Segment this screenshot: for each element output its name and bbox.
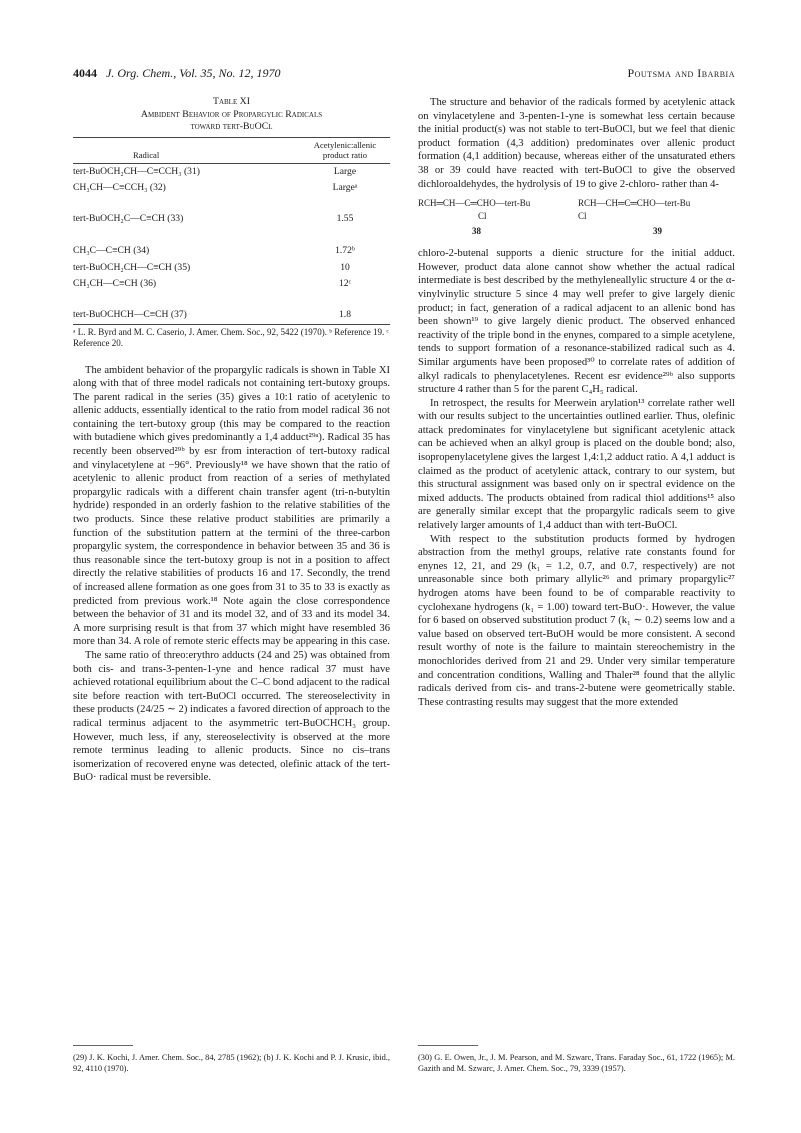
paragraph: chloro-2-butenal supports a dienic structure for the initial adduct. However, product data alone cannot show whether the actual radical intermediate is best described by the methyleneallylic structure 4 or the α-vinylvinylic structure 5 since 4 may well prefer to give largely dienic product; in fact, generation of a radical adjacent to an allenic bond has been shown¹⁹ to give largely dienic product. The observed enhanced reactivity of the triple bond in the enynes, compared to a simple acetylene, tends to support formation of a resonance-stabilized radical such as 4. Similar arguments have been proposed³⁰ to correlate rates of addition of alkyl radicals to phenylacetylenes. Recent esr evidence²⁹ᵇ also supports structure 4 rather than 5 for the parent C₄H₅ radical. xyxy=(418,248,735,396)
table-row xyxy=(73,180,390,196)
radical-cell: CH₃CH—C≡CH (36) xyxy=(73,277,157,289)
radical-cell: tert-BuOCH₂C—C≡CH (33) xyxy=(73,212,184,224)
table-row xyxy=(73,163,390,180)
col-header-radical: Radical xyxy=(133,149,160,160)
radical-table xyxy=(73,137,390,324)
footnote-rule-right xyxy=(418,1045,478,1046)
page-number: 4044 xyxy=(73,66,97,80)
structure-38-substituent: Cl xyxy=(478,211,487,222)
table-number: Table XI xyxy=(212,96,251,107)
footnote-29: (29) J. K. Kochi, J. Amer. Chem. Soc., 84, 2785 (1962); (b) J. K. Kochi and P. J. Krusic, ibid., 92, 4110 (1970). xyxy=(73,1053,390,1073)
radical-cell: tert-BuOCH₂CH—C≡CCH₃ (31) xyxy=(73,165,200,177)
paragraph: The structure and behavior of the radicals formed by acetylenic attack on vinylacetylene and 3-penten-1-yne is somewhat less certain because the initial product(s) was not stable to tert-BuOCl, but we feel that dienic product formation (4,3 addition) predominates over allenic product formation (4,1 addition) because, whereas either of the unsaturated ethers 38 or 39 could have reacted with tert-BuOCl to give the observed dichloroaldehydes, the hydrolysis of 19 to give 2-chloro- rather than 4- xyxy=(418,97,735,190)
structure-38: RCH═CH—C═CHO—tert-Bu xyxy=(418,198,531,209)
ratio-cell: Largeᵃ xyxy=(332,181,358,193)
paragraph: With respect to the substitution products formed by hydrogen abstraction from the methyl groups, relative rate constants found for enynes 12, 21, and 29 (k₁ = 1.2, 0.7, and 0.7, respectively) are not unreasonable since both primary allylic²⁶ and primary propargylic²⁷ hydrogen atoms have been found to be of comparable reactivity to cyclohexane hydrogens (k₁ = 1.00) toward tert-BuO·. However, the value for 6 based on observed substitution product 7 (k₁ ∼ 0.2) seems low and a value based on observed tert-BuOH would be more consistent. A second result worthy of note is the failure to maintain stereochemistry in the monochlorides derived from 21 and 29. Under very similar temperature and concentration conditions, Walling and Thaler²⁸ found that the allylic radicals derived from cis- and trans-2-butene were geometrically stable. These contrasting results may suggest that the more extended xyxy=(418,533,735,708)
ratio-cell: 12ᶜ xyxy=(338,277,352,289)
structure-39-substituent: Cl xyxy=(578,211,587,222)
table-footnote: ᵃ L. R. Byrd and M. C. Caserio, J. Amer. Chem. Soc., 92, 5422 (1970). ᵇ Reference 19. ᶜ Reference 20. xyxy=(73,326,389,348)
table-row xyxy=(73,228,390,260)
footnote-30: (30) G. E. Owen, Jr., J. M. Pearson, and M. Szwarc, Trans. Faraday Soc., 61, 1722 (1965); M. Gazith and M. Szwarc, J. Amer. Chem. Soc., 79, 3339 (1957). xyxy=(418,1053,735,1073)
journal-citation: J. Org. Chem., Vol. 35, No. 12, 1970 xyxy=(106,66,281,80)
table-title-line1: Ambident Behavior of Propargylic Radicals xyxy=(140,108,323,120)
paragraph: In retrospect, the results for Meerwein arylation¹³ correlate rather well with our results subject to the uncertainties outlined earlier. Thus, olefinic attack predominates for vinylacetylene but significant acetylenic attack can be achieved when an alkyl group is placed on the double bond; also, isopropenylacetylene gives the largest 1,4:1,2 adduct ratio. A 4,1 adduct is claimed as the product of acetylenic attack, contrary to our system, but this structural assignment was based only on ir spectral evidence on the mixed adducts. The products obtained from radical thiol additions¹⁵ also are generally similar except that the propargylic radicals seem to give relatively larger amounts of 1,4 adduct than with tert-BuOCl. xyxy=(418,397,735,532)
paragraph: The ambident behavior of the propargylic radicals is shown in Table XI along with that of three model radicals not containing tert-butoxy groups. The parent radical in the series (35) gives a 10:1 ratio of acetylenic to allenic adducts, essentially identical to the ratio from model radical 36 not containing the tert-butoxy group (this may be compared to the reaction with butadiene which gives predominantly a 1,4 adduct²⁹ᵃ). Radical 35 has recently been observed²⁹ᵇ by esr from interaction of tert-butoxy radical and vinylacetylene at −96°. Previously¹⁸ we have shown that the ratio of acetylenic to allenic product from reaction of a series of methylated propargylic radicals with a different chain transfer agent (tri-n-butyltin hydride) responded in an orderly fashion to the relative stabilities of the two products. Since these relative product stabilities are primarily a function of the substitution pattern at the termini of the three-carbon propargylic system, the correspondence in behavior between 35 and 36 is thus reasonable since the tert-butoxy group is not in a position to affect directly the relative stabilities of products 16 and 17. Secondly, the trend of increased allene formation as one goes from 31 to 35 to 33 is exactly as predicted from previous work.¹⁸ Note again the close correspondence between the behavior of 31 and its model 32, and of 33 and its model 34. A more surprising result is that from 37 which might have resembled 36 more than 34. A role of remote steric effects may be appearing in this case. xyxy=(73,364,390,648)
table-row xyxy=(73,276,390,292)
radical-cell: CH₃CH—C≡CCH₃ (32) xyxy=(73,181,166,193)
structure-39: RCH—CH═C═CHO—tert-Bu xyxy=(578,198,691,209)
radical-cell: CH₃C—C≡CH (34) xyxy=(73,244,150,256)
structures-38-39 xyxy=(418,195,735,241)
running-authors: Poutsma and Ibarbia xyxy=(627,66,735,80)
ratio-cell: 1.55 xyxy=(336,212,354,224)
col-header-ratio: Acetylenic:allenic product ratio xyxy=(313,139,377,160)
ratio-cell: 1.72ᵇ xyxy=(335,244,355,256)
ratio-cell: 1.8 xyxy=(339,308,351,320)
left-column xyxy=(73,96,390,785)
footnote-rule-left xyxy=(73,1045,133,1046)
table-row xyxy=(73,196,390,228)
radical-cell: tert-BuOCH₂CH—C≡CH (35) xyxy=(73,261,191,273)
ratio-cell: 10 xyxy=(340,261,350,273)
ratio-cell: Large xyxy=(333,165,357,177)
table-title-line2: toward tert-BuOCl xyxy=(190,121,273,132)
right-column xyxy=(418,96,735,709)
table-row xyxy=(73,260,390,276)
table-row xyxy=(73,292,390,324)
structure-38-label: 38 xyxy=(472,226,481,237)
paragraph: The same ratio of threo:erythro adducts (24 and 25) was obtained from both cis- and trans-3-penten-1-yne and hence radical 37 must have achieved rotational equilibrium about the C–C bond adjacent to the radical site before reaction with tert-BuOCl occurred. The stereoselectivity in these products (24/25 ∼ 2) indicates a favored direction of approach to the radical terminus adjacent to the asymmetric tert-BuOCHCH₃ group. However, much less, if any, stereoselectivity is observed at the more remote terminus leading to allenic products. Since no cis–trans isomerization of recovered enyne was detected, olefinic attack of the tert-BuO· radical must be reversible. xyxy=(73,649,390,784)
header-left xyxy=(73,66,281,81)
page-header xyxy=(73,66,735,82)
radical-cell: tert-BuOCHCH—C≡CH (37) xyxy=(73,308,187,320)
table-caption xyxy=(73,96,390,134)
structure-39-label: 39 xyxy=(653,226,662,237)
